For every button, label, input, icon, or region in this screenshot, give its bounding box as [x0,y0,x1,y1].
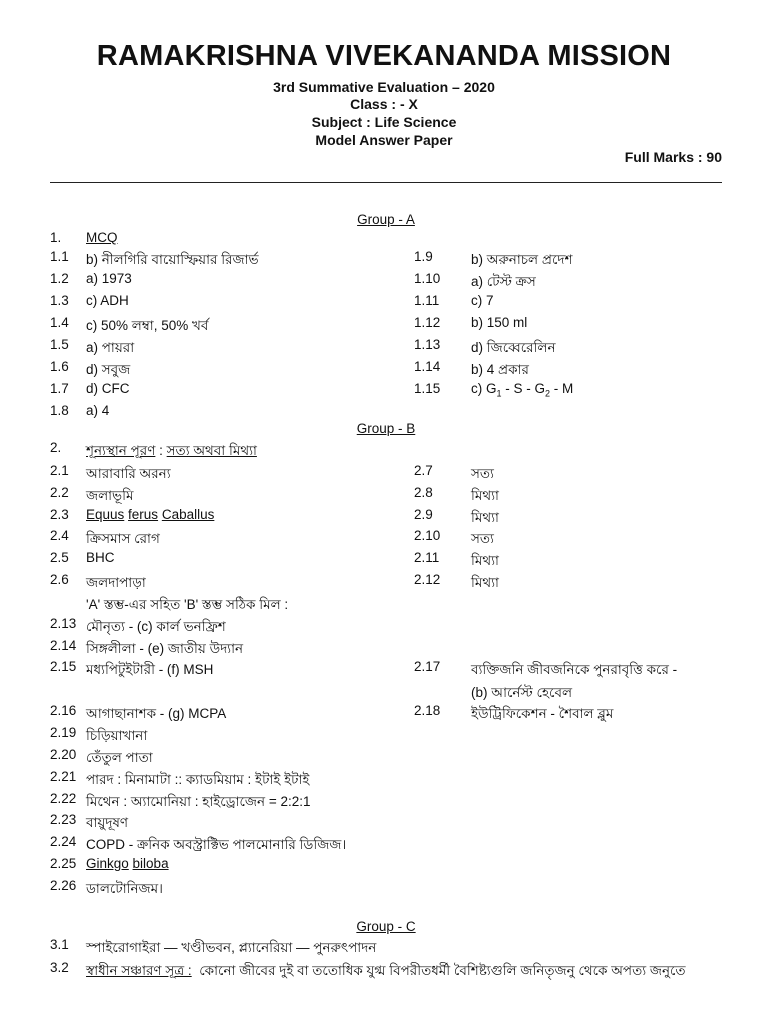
answer-number: 1.12 [414,315,441,330]
answer-number: 1.11 [414,293,440,308]
answer-text: ব্যক্তিজনি জীবজনিকে পুনরাবৃত্তি করে - [471,662,678,677]
answer-text: স্বাধীন সঞ্চারণ সূত্র : কোনো জীবের দুই বা ততোধিক যুগ্ম বিপরীতধর্মী বৈশিষ্ট্যগুলি জনিতৃজনু থেকে অপত্য জনুতে [86,963,686,978]
answer-text: সত্য [471,531,494,546]
question-number: 1. [50,230,62,245]
answer-number: 3.2 [50,960,69,975]
answer-text: মিথ্যা [471,510,499,525]
answer-text: আরাবারি অরন্য [86,466,171,481]
header-divider [50,182,722,183]
answer-text: জলাভূমি [86,488,134,503]
answer-number: 1.15 [414,381,441,396]
answer-number: 2.6 [50,572,69,587]
org-title: RAMAKRISHNA VIVEKANANDA MISSION [96,40,672,72]
answer-text: (b) আর্নেস্ট হেবেল [471,685,573,700]
answer-number: 1.2 [50,271,69,286]
answer-number: 2.23 [50,812,77,827]
answer-text: ক্রিসমাস রোগ [86,531,160,546]
answer-text: d) জিব্বেরেলিন [471,340,556,355]
class-line: Class : - X [350,96,418,112]
answer-number: 2.26 [50,878,77,893]
answer-text: সত্য [471,466,494,481]
answer-number: 2.4 [50,528,69,543]
answer-text: a) 4 [86,403,110,418]
answer-text: তেঁতুল পাতা [86,750,153,765]
group-b-heading: Group - B [356,421,416,436]
answer-number: 2.1 [50,463,69,478]
answer-text: b) অরুনাচল প্রদেশ [471,252,573,267]
answer-number: 2.9 [414,507,433,522]
answer-number: 2.13 [50,616,77,631]
answer-number: 2.10 [414,528,441,543]
answer-text: স্পাইরোগাইরা — খণ্ডীভবন, প্ল্যানেরিয়া — পুনরুৎপাদন [86,940,377,955]
answer-text: b) 150 ml [471,315,528,330]
answer-number: 2.18 [414,703,441,718]
answer-text: ডালটোনিজম। [86,881,163,896]
exam-title: 3rd Summative Evaluation – 2020 [273,79,495,95]
answer-number: 2.20 [50,747,77,762]
answer-number: 1.7 [50,381,69,396]
answer-text: বায়ুদূষণ [86,815,129,830]
answer-text: c) 7 [471,293,494,308]
answer-number: 1.14 [414,359,441,374]
group-c-heading: Group - C [356,919,416,934]
answer-text: d) CFC [86,381,130,396]
answer-text: ইউট্রিফিকেশন - শৈবাল ব্লুম [471,706,614,721]
answer-text: c) ADH [86,293,129,308]
answer-text: মিথেন : অ্যামোনিয়া : হাইড্রোজেন = 2:2:1 [86,794,311,809]
answer-number: 2.12 [414,572,441,587]
answer-text: b) নীলগিরি বায়োস্ফিয়ার রিজার্ভ [86,252,259,267]
answer-number: 1.5 [50,337,69,352]
answer-text: COPD - ক্রনিক অবস্ট্রাক্টিভ পালমোনারি ডিজিজ। [86,837,347,852]
question-title: MCQ [86,230,118,245]
answer-text: চিড়িয়াখানা [86,728,148,743]
answer-number: 2.15 [50,659,77,674]
answer-text: c) 50% লম্বা, 50% খর্ব [86,318,209,333]
answer-text: a) পায়রা [86,340,135,355]
answer-text: আগাছানাশক - (g) MCPA [86,706,227,721]
answer-text: a) টেস্ট ক্রস [471,274,536,289]
paper-line: Model Answer Paper [315,132,453,148]
answer-text: মিথ্যা [471,553,499,568]
answer-text: c) $G_1$ - S - $G_2$ - M [471,381,574,399]
answer-number: 1.6 [50,359,69,374]
answer-number: 1.13 [414,337,441,352]
answer-number: 3.1 [50,937,69,952]
answer-number: 1.10 [414,271,441,286]
answer-number: 2.21 [50,769,77,784]
answer-number: 1.9 [414,249,433,264]
answer-text: মধ্যপিটুইটারী - (f) MSH [86,662,214,677]
answer-text: মিথ্যা [471,488,499,503]
group-a-heading: Group - A [357,212,415,227]
question-title: শূন্যস্থান পূরণ : সত্য অথবা মিথ্যা [86,443,257,458]
answer-number: 2.16 [50,703,77,718]
answer-number: 1.1 [50,249,69,264]
answer-number: 2.5 [50,550,69,565]
answer-text: a) 1973 [86,271,132,286]
answer-number: 2.11 [414,550,440,565]
answer-text: সিঙ্গলীলা - (e) জাতীয় উদ্যান [86,641,244,656]
answer-text: জলদাপাড়া [86,575,146,590]
answer-text: পারদ : মিনামাটা :: ক্যাডমিয়াম : ইটাই ইটাই [86,772,310,787]
subject-line: Subject : Life Science [311,114,457,130]
answer-text: BHC [86,550,115,565]
answer-number: 2.22 [50,791,77,806]
answer-number: 2.24 [50,834,77,849]
answer-text: b) 4 প্রকার [471,362,529,377]
answer-number: 2.3 [50,507,69,522]
answer-number: 2.17 [414,659,441,674]
match-intro: 'A' স্তম্ভ-এর সহিত 'B' স্তম্ভ সঠিক মিল : [86,597,289,612]
answer-text: মিথ্যা [471,575,499,590]
answer-number: 2.19 [50,725,77,740]
answer-text: Equus ferus Caballus [86,507,215,522]
answer-number: 2.7 [414,463,433,478]
answer-number: 1.3 [50,293,69,308]
answer-text: d) সবুজ [86,362,131,377]
full-marks: Full Marks : 90 [624,149,722,165]
answer-number: 2.8 [414,485,433,500]
question-number: 2. [50,440,62,455]
answer-number: 2.2 [50,485,69,500]
answer-number: 2.14 [50,638,77,653]
answer-number: 2.25 [50,856,77,871]
answer-text: Ginkgo biloba [86,856,169,871]
answer-number: 1.8 [50,403,69,418]
answer-text: মৌনৃত্য - (c) কার্ল ভনফ্রিশ [86,619,226,634]
answer-number: 1.4 [50,315,69,330]
